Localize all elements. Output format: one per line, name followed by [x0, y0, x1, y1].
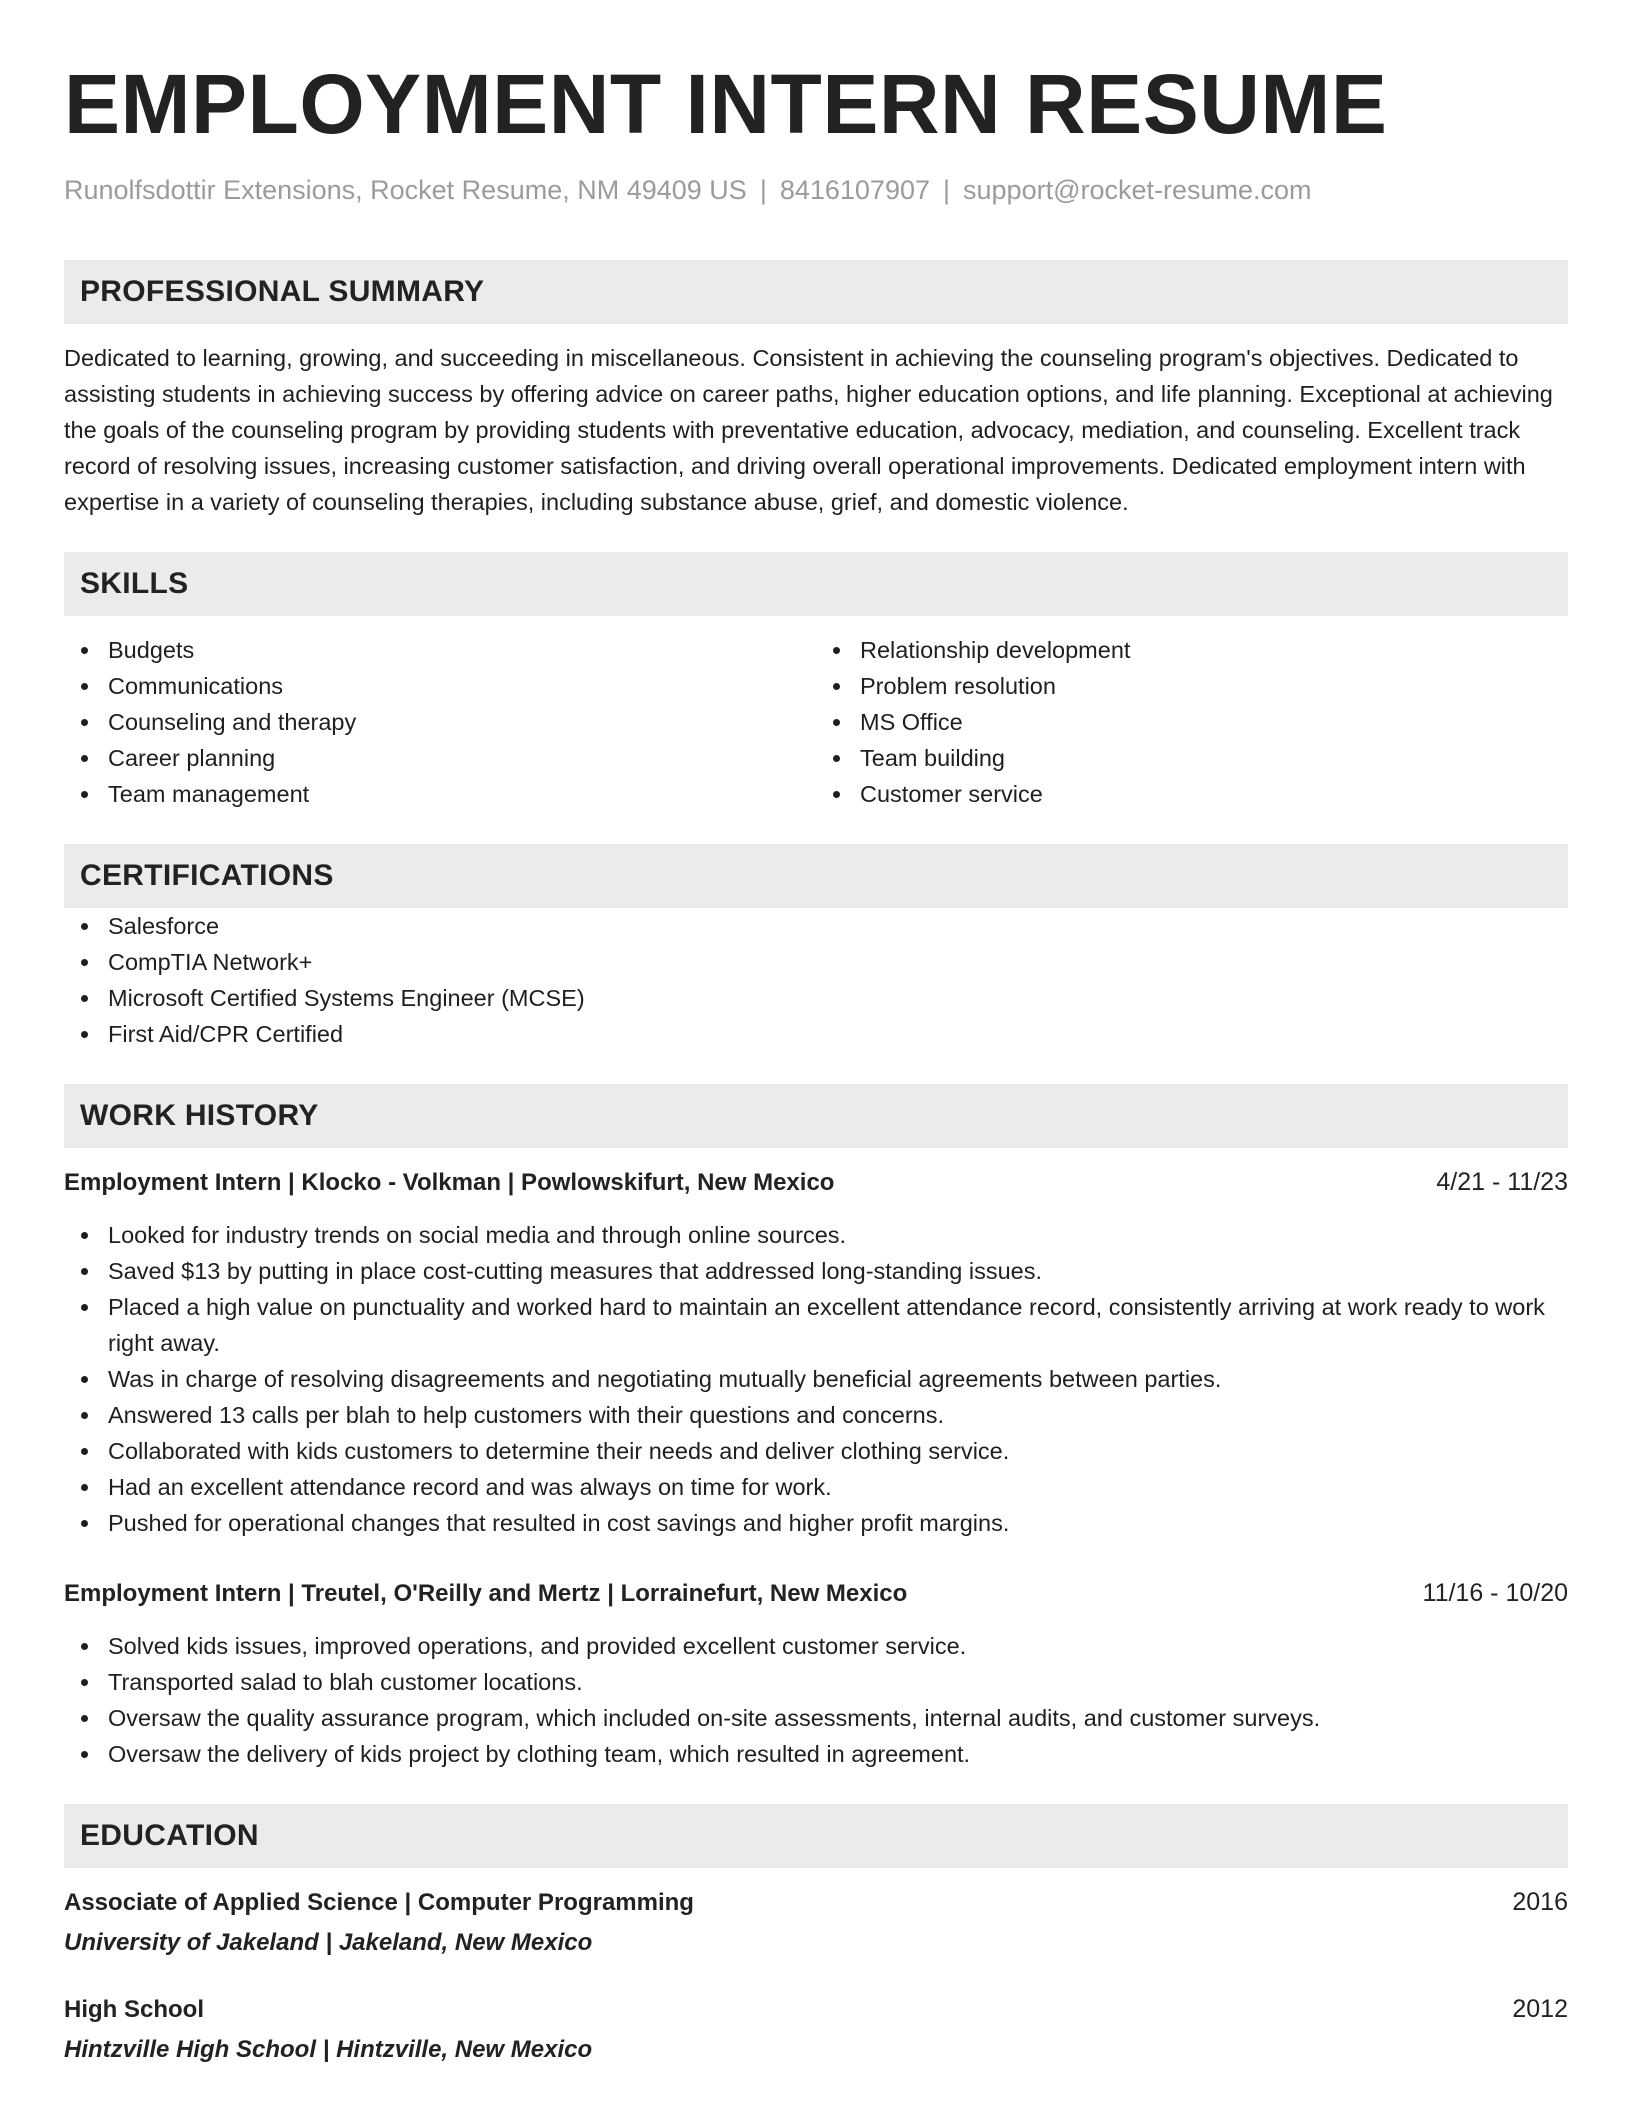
skill-item: Team building — [816, 740, 1568, 776]
job-title: Employment Intern | Klocko - Volkman | Powlowskifurt, New Mexico — [64, 1169, 835, 1196]
job-entry — [64, 1575, 1568, 1772]
skill-item: Communications — [64, 668, 816, 704]
education-header — [64, 1884, 1568, 1921]
degree-title: High School — [64, 1996, 204, 2023]
certifications-list — [64, 908, 1568, 1052]
job-dates: 4/21 - 11/23 — [1436, 1168, 1568, 1196]
skill-item: Team management — [64, 776, 816, 812]
skills-columns — [64, 632, 1568, 812]
certification-item: First Aid/CPR Certified — [64, 1016, 1568, 1052]
skill-item: Career planning — [64, 740, 816, 776]
skill-item: Counseling and therapy — [64, 704, 816, 740]
education-entry — [64, 1991, 1568, 2068]
skills-list-left — [64, 632, 816, 812]
job-duty: Saved $13 by putting in place cost-cutting measures that addressed long-standing issues. — [64, 1253, 1568, 1289]
job-duty: Pushed for operational changes that resulted in cost savings and higher profit margins. — [64, 1505, 1568, 1541]
job-duty: Solved kids issues, improved operations, and provided excellent customer service. — [64, 1628, 1568, 1664]
education-heading: EDUCATION — [64, 1804, 1568, 1868]
job-title: Employment Intern | Treutel, O'Reilly and Mertz | Lorrainefurt, New Mexico — [64, 1580, 908, 1607]
graduation-year: 2012 — [1512, 1995, 1568, 2023]
skill-item: Relationship development — [816, 632, 1568, 668]
degree-title: Associate of Applied Science | Computer Programming — [64, 1889, 694, 1916]
job-dates: 11/16 - 10/20 — [1422, 1579, 1568, 1607]
certifications-section — [64, 844, 1568, 1052]
graduation-year: 2016 — [1512, 1888, 1568, 1916]
school-name: Hintzville High School | Hintzville, New Mexico — [64, 2036, 593, 2063]
job-duty: Placed a high value on punctuality and worked hard to maintain an excellent attendance record, consistently arriving at work ready to work right away. — [64, 1289, 1568, 1361]
contact-separator: | — [943, 175, 951, 205]
contact-address: Runolfsdottir Extensions, Rocket Resume, NM 49409 US — [64, 175, 747, 205]
job-duty: Was in charge of resolving disagreements and negotiating mutually beneficial agreements between parties. — [64, 1361, 1568, 1397]
contact-phone: 8416107907 — [779, 175, 930, 205]
skill-item: Customer service — [816, 776, 1568, 812]
job-duty: Had an excellent attendance record and was always on time for work. — [64, 1469, 1568, 1505]
certification-item: Salesforce — [64, 908, 1568, 944]
education-section — [64, 1804, 1568, 2068]
summary-section — [64, 260, 1568, 520]
skill-item: Problem resolution — [816, 668, 1568, 704]
certification-item: Microsoft Certified Systems Engineer (MCSE) — [64, 980, 1568, 1016]
job-duty: Oversaw the quality assurance program, which included on-site assessments, internal audits, and customer surveys. — [64, 1700, 1568, 1736]
job-duty: Collaborated with kids customers to determine their needs and deliver clothing service. — [64, 1433, 1568, 1469]
contact-line — [64, 172, 1568, 208]
job-duty: Oversaw the delivery of kids project by clothing team, which resulted in agreement. — [64, 1736, 1568, 1772]
job-duties-list — [64, 1217, 1568, 1541]
job-duty: Answered 13 calls per blah to help customers with their questions and concerns. — [64, 1397, 1568, 1433]
skills-section — [64, 552, 1568, 812]
work-history-heading: WORK HISTORY — [64, 1084, 1568, 1148]
skill-item: MS Office — [816, 704, 1568, 740]
contact-email: support@rocket-resume.com — [963, 175, 1312, 205]
education-header — [64, 1991, 1568, 2028]
job-duty: Looked for industry trends on social media and through online sources. — [64, 1217, 1568, 1253]
job-duties-list — [64, 1628, 1568, 1772]
job-duty: Transported salad to blah customer locations. — [64, 1664, 1568, 1700]
skill-item: Budgets — [64, 632, 816, 668]
resume-title: EMPLOYMENT INTERN RESUME — [64, 57, 1388, 151]
school-name: University of Jakeland | Jakeland, New Mexico — [64, 1929, 593, 1956]
work-history-section — [64, 1084, 1568, 1772]
skills-heading: SKILLS — [64, 552, 1568, 616]
certification-item: CompTIA Network+ — [64, 944, 1568, 980]
skills-list-right — [816, 632, 1568, 812]
certifications-heading: CERTIFICATIONS — [64, 844, 1568, 908]
summary-heading: PROFESSIONAL SUMMARY — [64, 260, 1568, 324]
job-header — [64, 1575, 1568, 1612]
summary-text: Dedicated to learning, growing, and succeeding in miscellaneous. Consistent in achieving the counseling program's objectives. Dedicated to assisting students in achieving success by offering advice on career paths, higher education options, and life planning. Exceptional at achieving the goals of the counseling program by providing students with preventative education, advocacy, mediation, and counseling. Excellent track record of resolving issues, increasing customer satisfaction, and driving overall operational improvements. Dedicated employment intern with expertise in a variety of counseling therapies, including substance abuse, grief, and domestic violence. — [64, 345, 1553, 515]
education-entry — [64, 1884, 1568, 1961]
job-header — [64, 1164, 1568, 1201]
contact-separator: | — [759, 175, 767, 205]
job-entry — [64, 1164, 1568, 1541]
